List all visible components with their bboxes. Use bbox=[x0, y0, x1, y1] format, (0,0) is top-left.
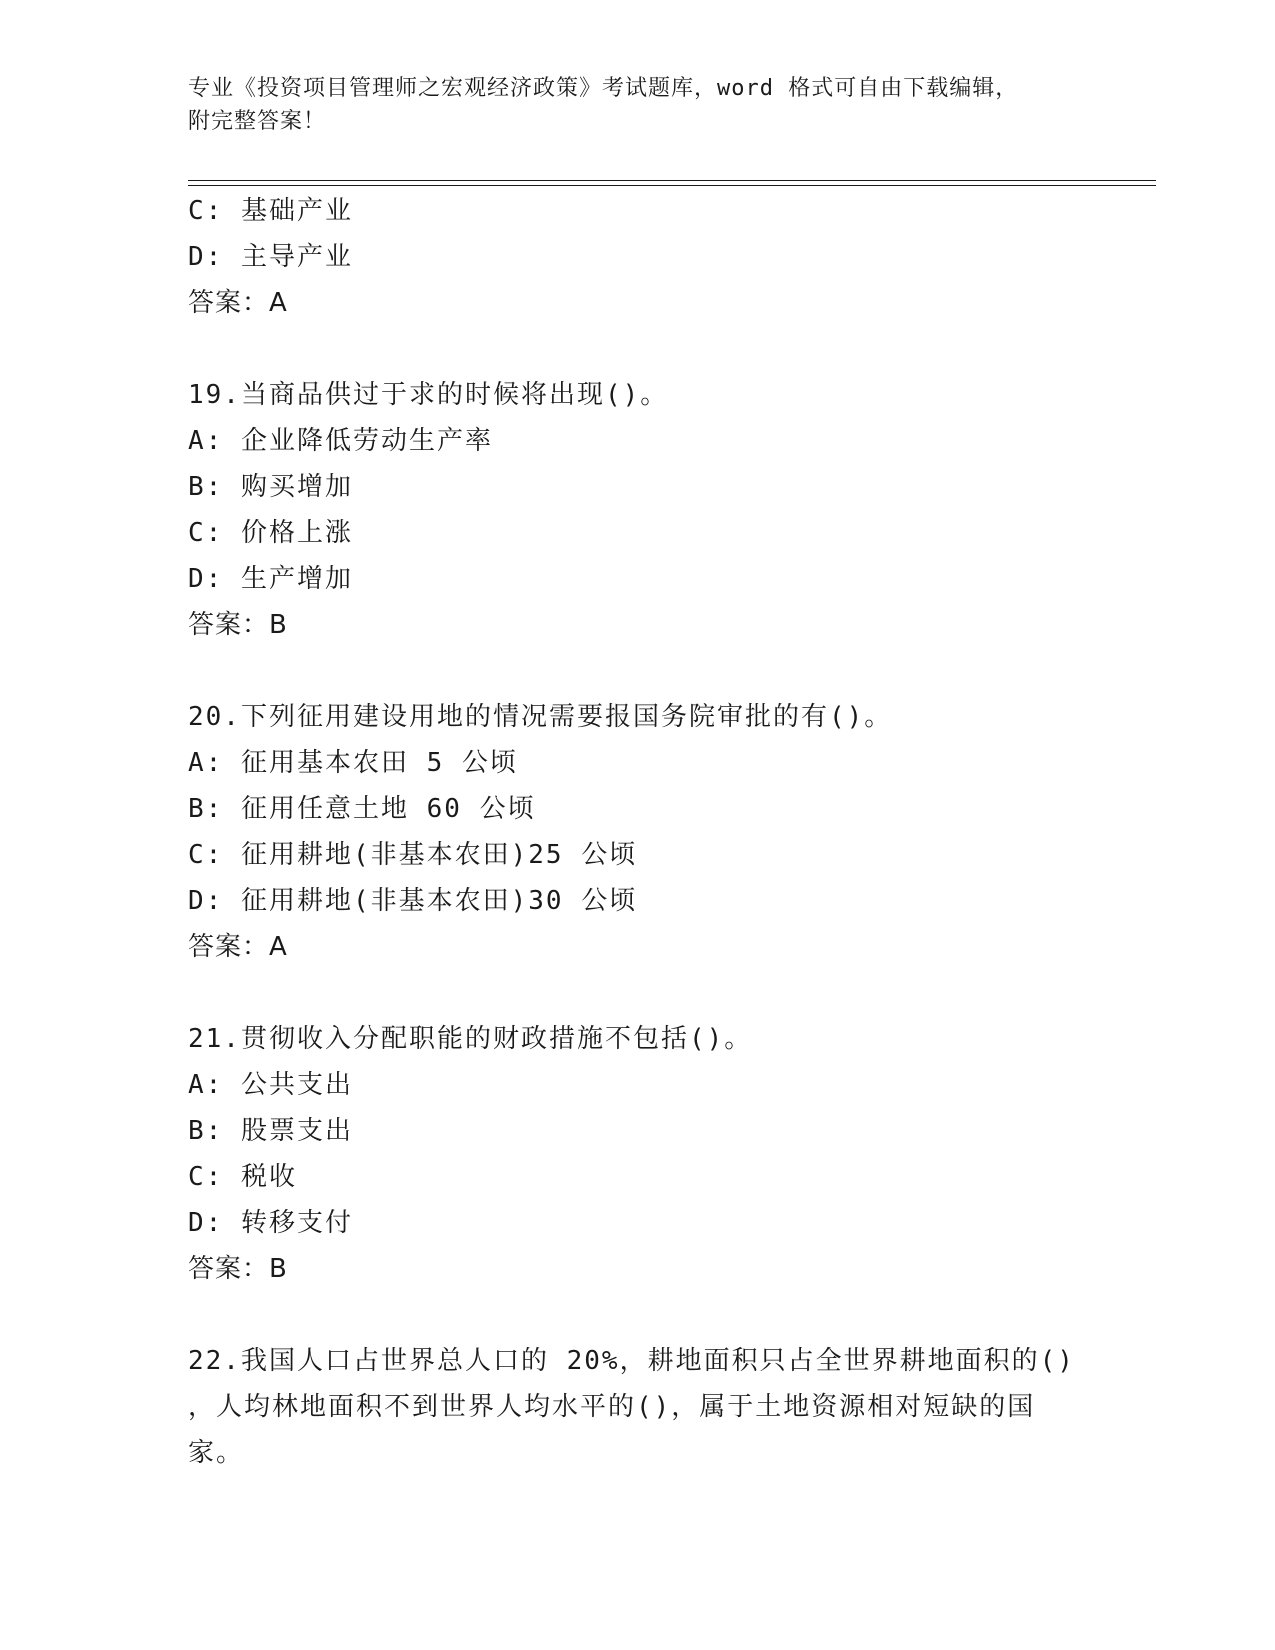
option-c: C: 征用耕地(非基本农田)25 公顷 bbox=[188, 840, 638, 870]
option-d: D: 主导产业 bbox=[188, 242, 353, 272]
question-19 bbox=[188, 372, 1068, 648]
question-stem: 20.下列征用建设用地的情况需要报国务院审批的有()。 bbox=[188, 702, 893, 732]
header-line-2: 附完整答案！ bbox=[188, 109, 327, 134]
answer-line: 答案：B bbox=[188, 610, 288, 640]
option-c: C: 价格上涨 bbox=[188, 518, 353, 548]
question-stem-line-1: 22.我国人口占世界总人口的 20%，耕地面积只占全世界耕地面积的() bbox=[188, 1346, 1075, 1376]
question-22 bbox=[188, 1338, 1075, 1476]
document-header bbox=[188, 72, 1068, 138]
header-line-1: 专业《投资项目管理师之宏观经济政策》考试题库，word 格式可自由下载编辑， bbox=[188, 76, 1019, 101]
option-c: C: 税收 bbox=[188, 1162, 297, 1192]
option-d: D: 生产增加 bbox=[188, 564, 353, 594]
option-d: D: 转移支付 bbox=[188, 1208, 353, 1238]
question-stem: 21.贯彻收入分配职能的财政措施不包括()。 bbox=[188, 1024, 753, 1054]
option-b: B: 购买增加 bbox=[188, 472, 353, 502]
question-21 bbox=[188, 1016, 1068, 1292]
answer-line: 答案：A bbox=[188, 932, 288, 962]
option-b: B: 征用任意土地 60 公顷 bbox=[188, 794, 536, 824]
option-a: A: 征用基本农田 5 公顷 bbox=[188, 748, 518, 778]
option-a: A: 企业降低劳动生产率 bbox=[188, 426, 493, 456]
question-list bbox=[188, 188, 1075, 1476]
option-b: B: 股票支出 bbox=[188, 1116, 353, 1146]
question-stem-line-2: ，人均林地面积不到世界人均水平的()，属于土地资源相对短缺的国 bbox=[188, 1392, 1036, 1422]
option-d: D: 征用耕地(非基本农田)30 公顷 bbox=[188, 886, 638, 916]
question-stem: 19.当商品供过于求的时候将出现()。 bbox=[188, 380, 669, 410]
question-stem-line-3: 家。 bbox=[188, 1438, 245, 1468]
option-a: A: 公共支出 bbox=[188, 1070, 353, 1100]
question-20 bbox=[188, 694, 1068, 970]
answer-line: 答案：A bbox=[188, 288, 288, 318]
answer-line: 答案：B bbox=[188, 1254, 288, 1284]
option-c: C: 基础产业 bbox=[188, 196, 353, 226]
header-divider-top bbox=[188, 180, 1156, 181]
header-divider-bottom bbox=[188, 185, 1156, 186]
question-fragment bbox=[188, 188, 1068, 326]
